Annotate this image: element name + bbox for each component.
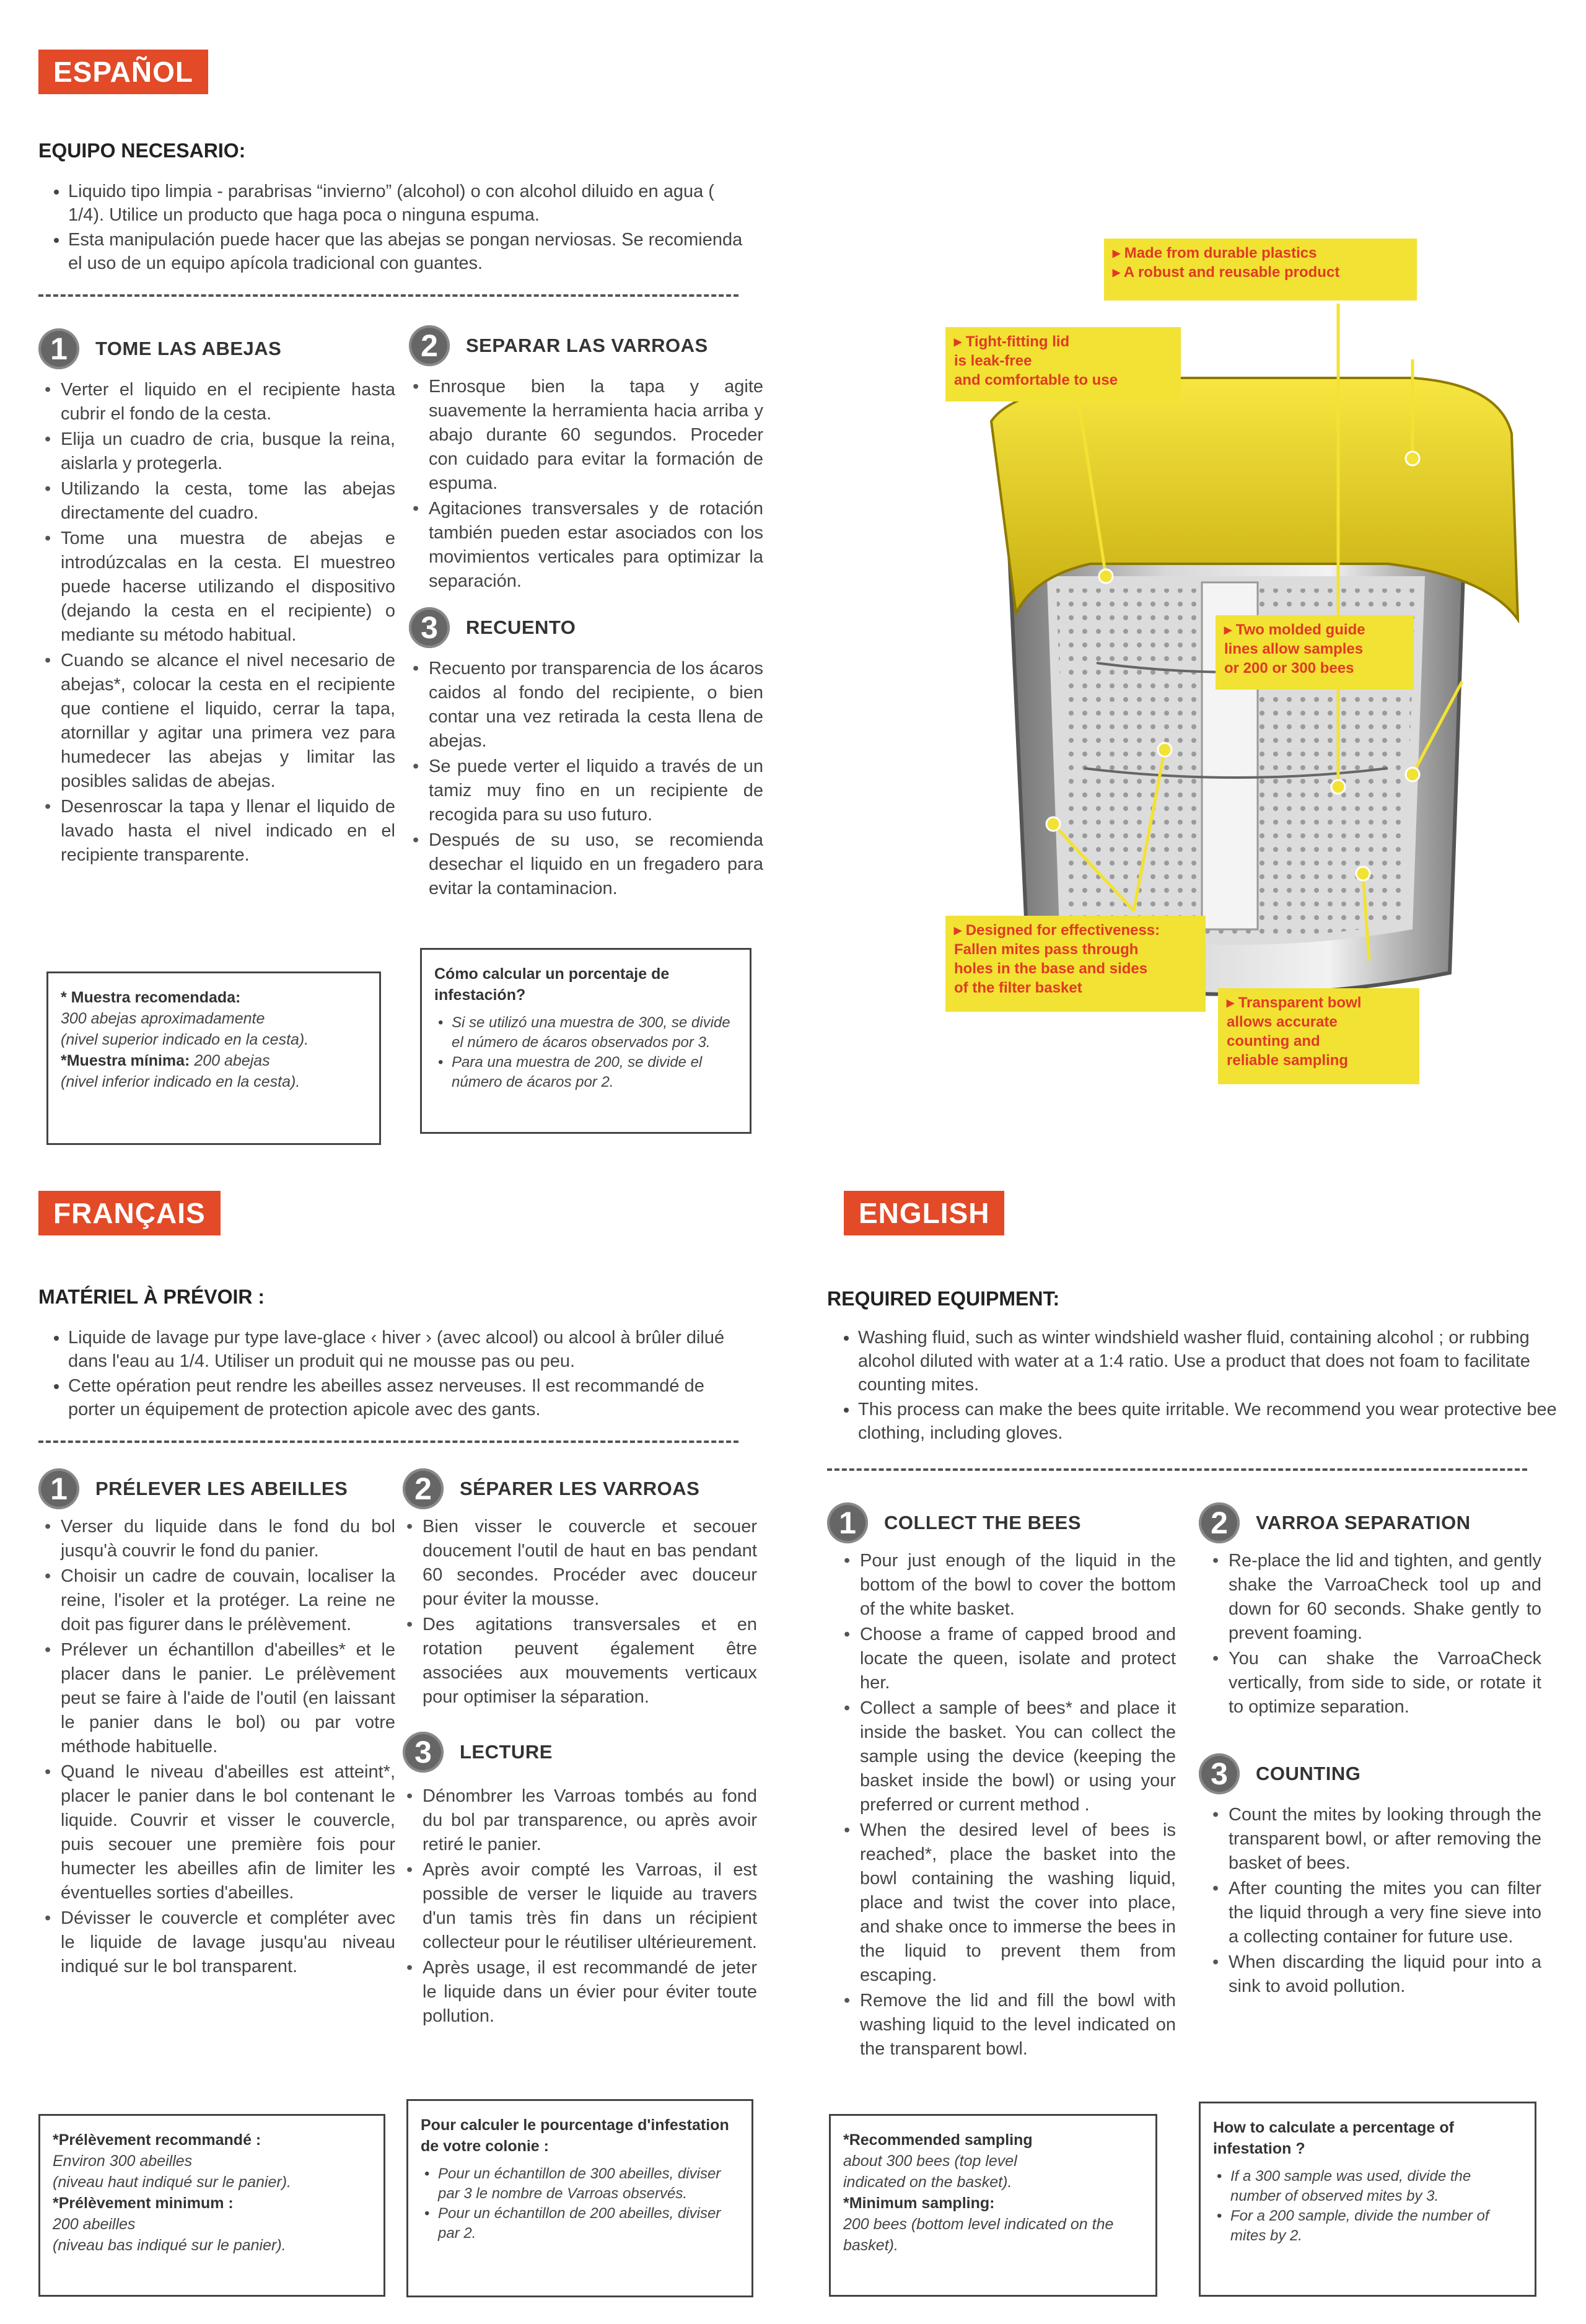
equipment-title-en: REQUIRED EQUIPMENT:	[827, 1287, 1060, 1310]
step-list-fr-1	[43, 1515, 395, 1980]
step-list-es-2	[411, 375, 763, 595]
note-line: *Minimum sampling:	[843, 2195, 995, 2212]
list-item: • Remove the lid and fill the bowl with washing liquid to the level indicated on the transparent bowl.	[860, 1989, 1176, 2061]
list-item: • Desenroscar la tapa y llenar el liquido de lavado hasta el nivel indicado en el recipiente transparente.	[61, 795, 395, 867]
step-header-en-2	[1199, 1502, 1471, 1543]
callout-durable-plastics	[1104, 239, 1417, 300]
list-item: • Après avoir compté les Varroas, il est possible de verser le liquide au travers d'un tamis très fin dans un récipient collecteur pour le réutiliser ultérieurement.	[423, 1858, 757, 1955]
list-item: • Choose a frame of capped brood and locate the queen, isolate and protect her.	[860, 1623, 1176, 1695]
step-list-fr-3	[405, 1784, 757, 2030]
callout-line: allows accurate	[1227, 1014, 1338, 1030]
list-item: • Choisir un cadre de couvain, localiser la reine, l'isoler et la protéger. La reine ne doit pas figurer dans le prélèvement.	[61, 1564, 395, 1637]
callout-line: lines allow samples	[1224, 641, 1364, 657]
callout-line: counting and	[1227, 1033, 1320, 1050]
list-item: • Utilizando la cesta, tome las abejas directamente del cuadro.	[61, 477, 395, 525]
callout-line: ▸ Made from durable plastics	[1113, 243, 1408, 263]
step-list-en-3	[1211, 1803, 1541, 2000]
list-item: • Si se utilizó una muestra de 300, se divide el número de ácaros observados por 3.	[452, 1013, 737, 1053]
list-item: • Después de su uso, se recomienda desechar el liquido en un fregadero para evitar la contaminacion.	[429, 828, 763, 901]
callout-line: holes in the base and sides	[954, 960, 1148, 977]
list-item: • Enrosque bien la tapa y agite suavemente la herramienta hacia arriba y abajo durante 60 segundos. Proceder con cuidado para evitar la formación de espuma.	[429, 375, 763, 496]
note-line: (nivel inferior indicado en la cesta).	[61, 1073, 300, 1090]
list-item: • Elija un cuadro de cria, busque la reina, aislarla y protegerla.	[61, 428, 395, 476]
divider	[38, 1440, 738, 1443]
note-line: 300 abejas aproximadamente	[61, 1010, 265, 1027]
list-item: • Tome una muestra de abejas e introdúzcalas en la cesta. El muestreo puede hacerse utilizando el dispositivo (dejando la cesta en el recipiente) o mediante su método habitual.	[61, 527, 395, 647]
list-item: • Quand le niveau d'abeilles est atteint*, placer le panier dans le bol contenant le liquide. Couvrir et visser le couvercle, puis secouer une première fois pour humecter les abeilles afin de limiter les éventuelles sorties d'abeilles.	[61, 1760, 395, 1905]
list-item: • Pour un échantillon de 200 abeilles, diviser par 2.	[438, 2204, 739, 2243]
lang-tag-fr: FRANÇAIS	[38, 1191, 221, 1235]
sample-note-es	[46, 971, 381, 1145]
callout-line: and comfortable to use	[954, 372, 1118, 388]
step-title: COUNTING	[1256, 1763, 1361, 1784]
list-item: • After counting the mites you can filter the liquid through a very fine sieve into a collecting container for future use.	[1229, 1877, 1541, 1949]
callout-line: ▸ Transparent bowl	[1227, 993, 1411, 1012]
list-item: • For a 200 sample, divide the number of mites by 2.	[1230, 2206, 1522, 2246]
step-number: 2	[1199, 1502, 1240, 1543]
note-line: * Muestra recomendada:	[61, 989, 241, 1006]
callout-line: ▸ Two molded guide	[1224, 620, 1405, 639]
callout-guide-lines	[1216, 615, 1414, 690]
list-item: • Après usage, il est recommandé de jeter le liquide dans un évier pour éviter toute pollution.	[423, 1956, 757, 2028]
note-line: Environ 300 abeilles	[53, 2152, 193, 2170]
note-line: 200 abeilles	[53, 2216, 136, 2233]
note-line: *Muestra mínima:	[61, 1052, 190, 1069]
divider	[827, 1468, 1527, 1471]
list-item: • Verter el liquido en el recipiente hasta cubrir el fondo de la cesta.	[61, 378, 395, 426]
list-item: • Esta manipulación puede hacer que las abejas se pongan nerviosas. Se recomienda el uso de un equipo apícola tradicional con guantes.	[68, 228, 750, 275]
lang-tag-en: ENGLISH	[844, 1191, 1004, 1235]
list-item: • Se puede verter el liquido a través de un tamiz muy fino en un recipiente de recogida para su uso futuro.	[429, 755, 763, 827]
list-item: • Cette opération peut rendre les abeilles assez nerveuses. Il est recommandé de porter un équipement de protection apicole avec des gants.	[68, 1374, 750, 1421]
equipment-list-es	[43, 180, 750, 276]
list-item: • Liquide de lavage pur type lave-glace ‹ hiver › (avec alcool) ou alcool à brûler dilué dans l'eau au 1/4. Utiliser un produit qui ne mousse pas ou peu.	[68, 1326, 750, 1373]
note-line: about 300 bees (top level	[843, 2152, 1017, 2170]
step-header-fr-2	[403, 1468, 699, 1509]
list-item: • Re-place the lid and tighten, and gently shake the VarroaCheck tool up and down for 60 seconds. Shake gently to prevent foaming.	[1229, 1549, 1541, 1646]
lang-tag-es: ESPAÑOL	[38, 50, 208, 94]
step-number: 3	[409, 607, 450, 648]
note-line: *Prélèvement minimum :	[53, 2195, 234, 2212]
infestation-note-en	[1199, 2102, 1536, 2297]
step-header-es-2	[409, 325, 708, 366]
list-item: • When discarding the liquid pour into a sink to avoid pollution.	[1229, 1950, 1541, 1999]
list-item: • Bien visser le couvercle et secouer doucement l'outil de haut en bas pendant 60 secondes. Procéder avec douceur pour éviter la mousse.	[423, 1515, 757, 1611]
note-title: Pour calculer le pourcentage d'infestation de votre colonie :	[421, 2116, 729, 2155]
step-title: TOME LAS ABEJAS	[95, 338, 282, 359]
step-header-en-1	[827, 1502, 1081, 1543]
list-item: • Count the mites by looking through the transparent bowl, or after removing the basket of bees.	[1229, 1803, 1541, 1875]
step-number: 3	[1199, 1753, 1240, 1794]
infestation-note-es	[420, 948, 751, 1134]
list-item: • Pour just enough of the liquid in the bottom of the bowl to cover the bottom of the white basket.	[860, 1549, 1176, 1621]
list-item: • If a 300 sample was used, divide the number of observed mites by 3.	[1230, 2167, 1522, 2206]
list-item: • Dénombrer les Varroas tombés au fond du bol par transparence, ou après avoir retiré le panier.	[423, 1784, 757, 1857]
step-header-fr-3	[403, 1732, 553, 1773]
step-header-es-1	[38, 328, 281, 369]
step-title: LECTURE	[460, 1741, 553, 1763]
note-line: *Prélèvement recommandé :	[53, 2131, 261, 2149]
callout-line: is leak-free	[954, 353, 1032, 369]
callout-line: of the filter basket	[954, 980, 1082, 996]
list-item: • Verser du liquide dans le fond du bol jusqu'à couvrir le fond du panier.	[61, 1515, 395, 1563]
callout-line: reliable sampling	[1227, 1052, 1349, 1069]
list-item: • Washing fluid, such as winter windshield washer fluid, containing alcohol ; or rubbing alcohol diluted with water at a 1:4 ratio. Use a product that does not foam to facilitate counting mites.	[858, 1326, 1558, 1397]
callout-tight-lid	[945, 327, 1181, 401]
step-number: 2	[409, 325, 450, 366]
list-item: • Liquido tipo limpia - parabrisas “invierno” (alcohol) o con alcohol diluido en agua ( 1/4). Utilice un producto que haga poca o ninguna espuma.	[68, 180, 750, 227]
step-list-es-3	[411, 657, 763, 902]
step-number: 1	[827, 1502, 868, 1543]
step-number: 3	[403, 1732, 444, 1773]
note-line: indicated on the basket).	[843, 2173, 1012, 2191]
equipment-list-en	[833, 1326, 1558, 1446]
equipment-title-fr: MATÉRIEL À PRÉVOIR :	[38, 1286, 265, 1308]
divider	[38, 294, 738, 297]
note-line: (niveau haut indiqué sur le panier).	[53, 2173, 291, 2191]
list-item: • When the desired level of bees is reached*, place the basket into the bowl containing the washing liquid, place and twist the cover into place, and shake once to immerse the bees in the liquid to prevent them from escaping.	[860, 1818, 1176, 1988]
step-title: SEPARAR LAS VARROAS	[466, 335, 708, 356]
step-number: 1	[38, 328, 79, 369]
infestation-note-fr	[406, 2099, 753, 2297]
note-line: *Recommended sampling	[843, 2131, 1033, 2149]
step-list-fr-2	[405, 1515, 757, 1711]
note-line: 200 abejas	[194, 1052, 270, 1069]
step-number: 2	[403, 1468, 444, 1509]
note-line: (nivel superior indicado en la cesta).	[61, 1031, 309, 1048]
list-item: • This process can make the bees quite irritable. We recommend you wear protective bee clothing, including gloves.	[858, 1398, 1558, 1445]
list-item: • Pour un échantillon de 300 abeilles, diviser par 3 le nombre de Varroas observés.	[438, 2164, 739, 2204]
step-title: VARROA SEPARATION	[1256, 1512, 1471, 1533]
step-title: SÉPARER LES VARROAS	[460, 1478, 700, 1499]
list-item: • Cuando se alcance el nivel necesario de abejas*, colocar la cesta en el recipiente que contiene el liquido, cerrar la tapa, atornillar y agitar una primera vez para humedecer las abejas y limitar las posibles salidas de abejas.	[61, 649, 395, 794]
list-item: • Dévisser le couvercle et compléter avec le liquide de lavage jusqu'au niveau indiqué sur le bol transparent.	[61, 1906, 395, 1979]
step-title: RECUENTO	[466, 616, 576, 638]
list-item: • Agitaciones transversales y de rotación también pueden estar asociados con los movimientos verticales para optimizar la separación.	[429, 497, 763, 594]
equipment-list-fr	[43, 1326, 750, 1423]
sample-note-en	[829, 2114, 1157, 2297]
note-title: How to calculate a percentage of infestation ?	[1213, 2119, 1454, 2157]
note-line: (niveau bas indiqué sur le panier).	[53, 2237, 286, 2254]
sample-note-fr	[38, 2114, 385, 2297]
list-item: • You can shake the VarroaCheck vertically, from side to side, or rotate it to optimize separation.	[1229, 1647, 1541, 1719]
step-list-es-1	[43, 378, 395, 869]
callout-line: ▸ A robust and reusable product	[1113, 263, 1408, 282]
step-list-en-2	[1211, 1549, 1541, 1721]
list-item: • Collect a sample of bees* and place it inside the basket. You can collect the sample using the device (keeping the basket inside the bowl) or using your preferred or current method .	[860, 1696, 1176, 1817]
note-line: 200 bees (bottom level indicated on the basket).	[843, 2216, 1114, 2254]
step-header-es-3	[409, 607, 576, 648]
callout-line: ▸ Tight-fitting lid	[954, 332, 1172, 351]
list-item: • Prélever un échantillon d'abeilles* et le placer dans le panier. Le prélèvement peut se faire à l'aide de l'outil (en laissant le panier dans le bol) ou par votre méthode habituelle.	[61, 1638, 395, 1759]
callout-line: Fallen mites pass through	[954, 941, 1139, 958]
callout-transparent-bowl	[1218, 988, 1419, 1084]
step-title: PRÉLEVER LES ABEILLES	[95, 1478, 348, 1499]
callout-line: or 200 or 300 bees	[1224, 660, 1354, 677]
step-list-en-1	[843, 1549, 1176, 2063]
note-title: Cómo calcular un porcentaje de infestación?	[434, 965, 670, 1004]
step-header-en-3	[1199, 1753, 1360, 1794]
step-number: 1	[38, 1468, 79, 1509]
list-item: • Para una muestra de 200, se divide el número de ácaros por 2.	[452, 1053, 737, 1092]
list-item: • Des agitations transversales et en rotation peuvent également être associées aux mouvements verticaux pour optimiser la séparation.	[423, 1613, 757, 1709]
step-title: COLLECT THE BEES	[884, 1512, 1082, 1533]
list-item: • Recuento por transparencia de los ácaros caidos al fondo del recipiente, o bien contar una vez retirada la cesta llena de abejas.	[429, 657, 763, 753]
callout-line: ▸ Designed for effectiveness:	[954, 921, 1197, 940]
step-header-fr-1	[38, 1468, 348, 1509]
callout-effectiveness	[945, 916, 1206, 1012]
equipment-title-es: EQUIPO NECESARIO:	[38, 139, 246, 162]
